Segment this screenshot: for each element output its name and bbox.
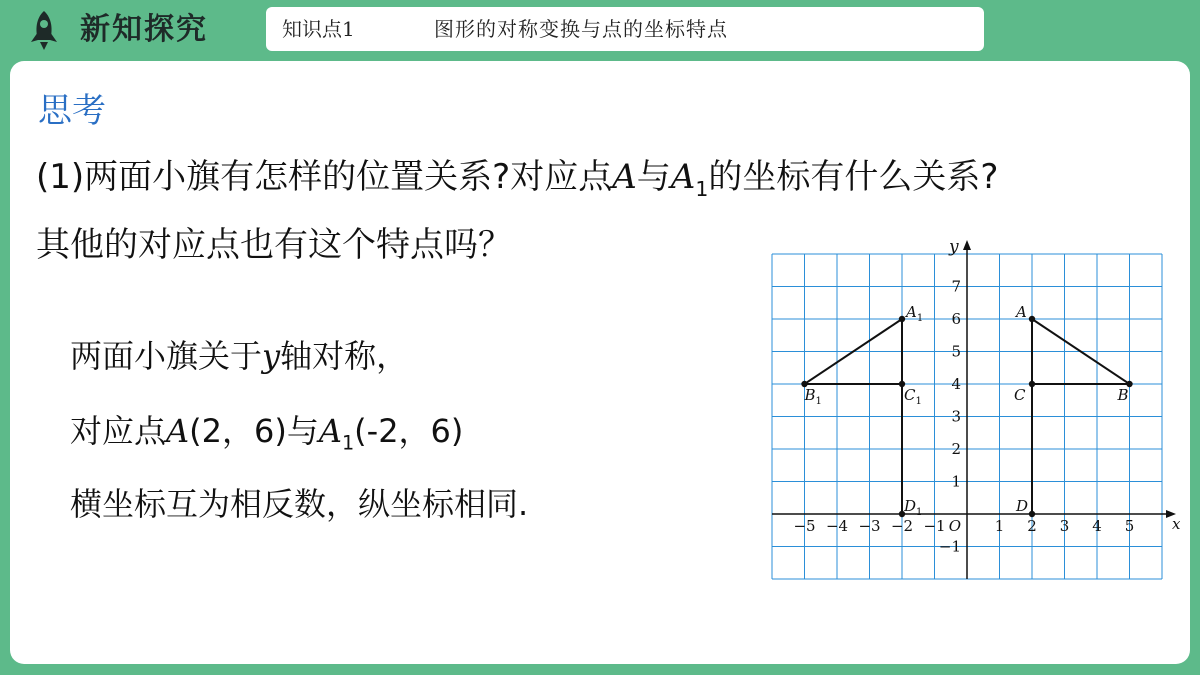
y-tick-label: −1 <box>938 537 961 556</box>
answer-line-1 <box>70 331 408 377</box>
question-prefix: (1)两面小旗有怎样的位置关系?对应点 <box>36 157 613 197</box>
y-tick-label: 1 <box>951 472 961 491</box>
topic-title: 图形的对称变换与点的坐标特点 <box>434 17 728 41</box>
point-a1-subscript: 1 <box>695 176 709 201</box>
point-label-b1: $B_1$ <box>804 386 822 407</box>
point-label-a: A <box>1016 303 1027 321</box>
x-tick-label: −3 <box>858 517 881 535</box>
point-label-a1: $A_1$ <box>906 303 924 324</box>
y-axis-label: y <box>949 239 959 257</box>
x-tick-label: 4 <box>1092 517 1102 535</box>
y-tick-label: 7 <box>951 277 961 296</box>
coordinate-grid <box>770 239 1180 589</box>
answer-l2-a1: A <box>318 412 342 450</box>
answer-l1-var: y <box>262 337 281 375</box>
answer-line-3: 横坐标互为相反数，纵坐标相同. <box>70 485 529 523</box>
answer-l1-pre: 两面小旗关于 <box>70 337 263 375</box>
question-conj: 与 <box>636 157 671 197</box>
answer-l2-pre: 对应点 <box>70 412 167 450</box>
x-tick-label: −2 <box>890 517 914 535</box>
y-tick-label: 3 <box>951 407 961 426</box>
point-label-b: B <box>1117 386 1129 404</box>
point-c <box>1029 381 1035 387</box>
y-tick-label: 2 <box>951 440 961 458</box>
question-line-2: 其他的对应点也有这个特点吗？ <box>36 225 512 265</box>
answer-l1-post: 轴对称， <box>280 337 409 375</box>
question-suffix: 的坐标有什么关系? <box>708 157 999 197</box>
x-tick-label: −1 <box>923 517 946 535</box>
point-label-c1: $C_1$ <box>904 386 922 407</box>
question-text <box>36 155 1176 265</box>
think-heading: 思考 <box>38 91 106 131</box>
x-tick-label: 2 <box>1027 517 1037 535</box>
point-label-c: C <box>1014 386 1026 404</box>
answer-l2-a: A <box>166 412 190 450</box>
y-tick-label: 6 <box>951 310 961 328</box>
point-a1 <box>899 316 905 322</box>
point-label-subscript: 1 <box>916 507 923 518</box>
x-tick-label: 5 <box>1124 517 1135 535</box>
point-a-label: A <box>612 157 637 197</box>
rocket-icon <box>22 8 66 52</box>
answer-l2-coords2: (-2，6) <box>354 412 464 450</box>
question-line-1 <box>36 155 1176 211</box>
topic-box <box>266 7 984 51</box>
point-label-d1: $D_1$ <box>904 497 923 518</box>
origin-label: O <box>948 517 961 535</box>
point-label-subscript: 1 <box>916 313 924 324</box>
y-axis-arrow <box>963 240 971 250</box>
content-panel <box>10 61 1190 664</box>
x-axis-label: x <box>1172 515 1180 533</box>
point-label-subscript: 1 <box>815 396 822 407</box>
topic-label: 知识点1 <box>282 17 355 41</box>
answer-line-2 <box>70 406 463 454</box>
point-a1-label: A <box>670 157 696 197</box>
point-label-subscript: 1 <box>915 396 922 407</box>
x-tick-label: 3 <box>1059 517 1070 535</box>
x-tick-label: −5 <box>793 517 816 535</box>
y-tick-label: 4 <box>951 375 961 393</box>
x-tick-label: 1 <box>994 517 1005 535</box>
point-label-d: D <box>1016 497 1029 515</box>
point-a <box>1029 316 1035 322</box>
x-tick-label: −4 <box>825 517 849 535</box>
header-bar <box>0 0 1200 58</box>
y-tick-label: 5 <box>951 342 961 361</box>
answer-l2-a1-sub: 1 <box>341 431 355 455</box>
answer-l2-coords: (2，6)与 <box>189 412 319 450</box>
section-title: 新知探究 <box>80 12 208 47</box>
